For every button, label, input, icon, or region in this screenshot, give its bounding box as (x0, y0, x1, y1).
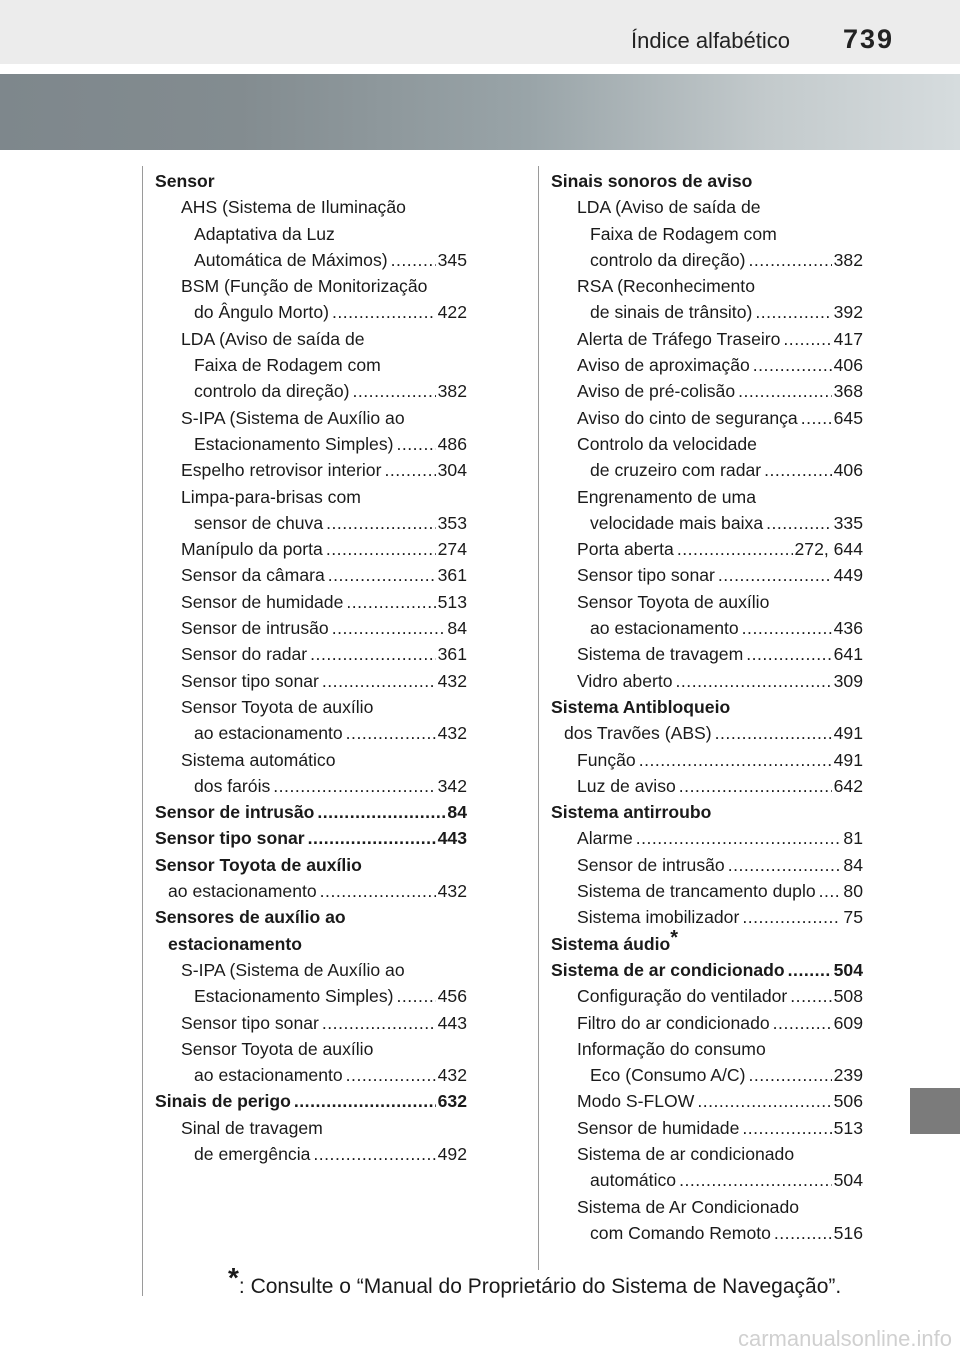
entry-page-ref: 432 (437, 881, 467, 902)
index-entry (551, 510, 863, 536)
dot-leader (774, 1220, 832, 1246)
index-entry (551, 983, 863, 1009)
header-strip (0, 0, 960, 64)
entry-term: Modo S-FLOW (577, 1091, 695, 1112)
index-entry (155, 825, 467, 851)
dot-leader (397, 431, 436, 457)
index-entry (551, 1115, 863, 1141)
entry-term: Aviso de pré-colisão (577, 381, 736, 402)
index-heading (155, 852, 467, 878)
dot-leader (308, 825, 436, 851)
line-text: Sistema de ar condicionado (577, 1143, 795, 1164)
entry-page-ref: 84 (447, 802, 467, 823)
entry-page-ref: 353 (437, 512, 467, 533)
index-heading (155, 168, 467, 194)
index-line (551, 273, 863, 299)
index-line (551, 221, 863, 247)
footnote-text: : Consulte o “Manual do Proprietário do Sistema de Navegação”. (238, 1275, 842, 1298)
dot-leader (819, 878, 842, 904)
dot-leader (676, 668, 832, 694)
entry-page-ref: 436 (833, 618, 863, 639)
entry-term: automático (590, 1170, 677, 1191)
line-text: LDA (Aviso de saída de (577, 197, 761, 218)
index-entry (155, 378, 467, 404)
index-line (551, 1036, 863, 1062)
dot-leader (746, 641, 831, 667)
dot-leader (332, 299, 436, 325)
index-entry (155, 1010, 467, 1036)
dot-leader (328, 562, 436, 588)
page-number: 739 (842, 24, 894, 54)
entry-page-ref: 486 (437, 433, 467, 454)
index-heading (155, 904, 467, 930)
dot-leader (749, 247, 832, 273)
dot-leader (753, 352, 832, 378)
index-line (155, 194, 467, 220)
index-entry (155, 720, 467, 746)
entry-page-ref: 432 (437, 670, 467, 691)
line-text: Sensor Toyota de auxílio (181, 696, 374, 717)
index-entry (155, 641, 467, 667)
index-entry (551, 668, 863, 694)
index-entry (155, 668, 467, 694)
index-entry (551, 957, 863, 983)
index-entry (551, 825, 863, 851)
entry-term: Sensor de intrusão (181, 618, 329, 639)
line-text: Sistema de Ar Condicionado (577, 1196, 800, 1217)
dot-leader (679, 773, 832, 799)
entry-term: Estacionamento Simples) (194, 986, 394, 1007)
entry-page-ref: 641 (833, 644, 863, 665)
index-entry (155, 1088, 467, 1114)
entry-page-ref: 516 (833, 1222, 863, 1243)
entry-page-ref: 492 (437, 1143, 467, 1164)
index-entry (155, 773, 467, 799)
line-text: Sistema antirroubo (551, 802, 712, 823)
dot-leader (326, 510, 436, 536)
entry-term: Sensor do radar (181, 644, 308, 665)
entry-term: Sinais de perigo (155, 1091, 291, 1112)
entry-page-ref: 272, 644 (794, 539, 863, 560)
entry-page-ref: 382 (437, 381, 467, 402)
index-entry (155, 536, 467, 562)
line-text: AHS (Sistema de Iluminação (181, 197, 406, 218)
dot-leader (384, 457, 435, 483)
entry-page-ref: 513 (833, 1117, 863, 1138)
index-entry (551, 720, 863, 746)
index-entry (551, 1088, 863, 1114)
entry-term: de emergência (194, 1143, 311, 1164)
entry-term: Alarme (577, 828, 633, 849)
index-entry (551, 326, 863, 352)
dot-leader (332, 615, 446, 641)
entry-term: Sensor tipo sonar (577, 565, 715, 586)
index-entry (551, 247, 863, 273)
line-text: BSM (Função de Monitorização (181, 276, 428, 297)
entry-page-ref: 642 (833, 775, 863, 796)
entry-term: Sistema de travagem (577, 644, 744, 665)
index-entry (551, 1062, 863, 1088)
index-column-left (155, 168, 467, 1167)
index-line (155, 1115, 467, 1141)
dot-leader (715, 720, 832, 746)
dot-leader (346, 1062, 436, 1088)
entry-term: Configuração do ventilador (577, 986, 788, 1007)
index-line (155, 747, 467, 773)
entry-page-ref: 632 (437, 1091, 467, 1112)
entry-page-ref: 432 (437, 723, 467, 744)
line-text: Informação do consumo (577, 1038, 766, 1059)
section-thumb-tab (910, 1088, 960, 1134)
entry-page-ref: 432 (437, 1065, 467, 1086)
index-entry (551, 1167, 863, 1193)
line-text: estacionamento (168, 933, 302, 954)
index-entry (551, 773, 863, 799)
entry-term: Manípulo da porta (181, 539, 323, 560)
entry-term: Sistema de trancamento duplo (577, 881, 816, 902)
entry-term: sensor de chuva (194, 512, 324, 533)
entry-page-ref: 335 (833, 512, 863, 533)
index-entry (551, 299, 863, 325)
dot-leader (748, 1062, 831, 1088)
entry-term: Luz de aviso (577, 775, 676, 796)
entry-page-ref: 382 (833, 249, 863, 270)
entry-page-ref: 449 (833, 565, 863, 586)
entry-term: Função (577, 749, 636, 770)
dot-leader (320, 878, 436, 904)
dot-leader (773, 1010, 832, 1036)
entry-page-ref: 345 (437, 249, 467, 270)
index-entry (551, 615, 863, 641)
entry-term: controlo da direção) (590, 249, 746, 270)
index-line (155, 484, 467, 510)
entry-term: de cruzeiro com radar (590, 460, 762, 481)
dot-leader (346, 589, 435, 615)
footnote-marker: * (228, 1262, 239, 1293)
entry-term: de sinais de trânsito) (590, 302, 753, 323)
index-line (551, 589, 863, 615)
entry-page-ref: 422 (437, 302, 467, 323)
entry-page-ref: 81 (843, 828, 863, 849)
index-entry (155, 615, 467, 641)
entry-term: Sensor tipo sonar (181, 670, 319, 691)
dot-leader (322, 668, 436, 694)
dot-leader (788, 957, 832, 983)
entry-page-ref: 443 (437, 1012, 467, 1033)
entry-page-ref: 80 (843, 881, 863, 902)
entry-page-ref: 406 (833, 355, 863, 376)
entry-page-ref: 309 (833, 670, 863, 691)
entry-page-ref: 361 (437, 565, 467, 586)
index-entry (551, 747, 863, 773)
dot-leader (294, 1088, 436, 1114)
entry-page-ref: 84 (447, 618, 467, 639)
index-heading (551, 926, 863, 957)
index-entry (155, 562, 467, 588)
dot-leader (738, 378, 832, 404)
index-entry (155, 247, 467, 273)
index-line (155, 694, 467, 720)
index-heading (551, 694, 863, 720)
entry-page-ref: 342 (437, 775, 467, 796)
dot-leader (766, 510, 832, 536)
index-line (155, 352, 467, 378)
dot-leader (322, 1010, 436, 1036)
dot-leader (346, 720, 436, 746)
entry-term: velocidade mais baixa (590, 512, 764, 533)
dot-leader (317, 799, 445, 825)
entry-page-ref: 274 (437, 539, 467, 560)
dot-leader (273, 773, 435, 799)
entry-page-ref: 443 (437, 828, 467, 849)
line-text: Limpa-para-brisas com (181, 486, 361, 507)
left-column-rule (142, 166, 143, 1296)
entry-page-ref: 239 (833, 1065, 863, 1086)
dot-leader (755, 299, 831, 325)
dot-leader (742, 615, 832, 641)
entry-term: Sistema de ar condicionado (551, 959, 785, 980)
index-entry (551, 878, 863, 904)
entry-term: controlo da direção) (194, 381, 350, 402)
entry-page-ref: 456 (437, 986, 467, 1007)
index-entry (551, 378, 863, 404)
entry-term: Aviso do cinto de segurança (577, 407, 798, 428)
entry-term: com Comando Remoto (590, 1222, 771, 1243)
dot-leader (326, 536, 436, 562)
section-banner (0, 74, 960, 150)
line-text: LDA (Aviso de saída de (181, 328, 365, 349)
index-entry (155, 1062, 467, 1088)
entry-term: Sensor tipo sonar (181, 1012, 319, 1033)
entry-term: Alerta de Tráfego Traseiro (577, 328, 781, 349)
index-entry (155, 510, 467, 536)
dot-leader (636, 825, 842, 851)
index-heading (551, 168, 863, 194)
line-text: Sistema Antibloqueio (551, 696, 731, 717)
line-text: Engrenamento de uma (577, 486, 756, 507)
index-entry (155, 431, 467, 457)
entry-page-ref: 84 (843, 854, 863, 875)
index-entry (551, 1220, 863, 1246)
line-text: Faixa de Rodagem com (194, 355, 381, 376)
entry-page-ref: 75 (843, 907, 863, 928)
entry-page-ref: 368 (833, 381, 863, 402)
dot-leader (313, 1141, 435, 1167)
index-entry (155, 299, 467, 325)
entry-term: Espelho retrovisor interior (181, 460, 382, 481)
entry-page-ref: 504 (833, 1170, 863, 1191)
entry-page-ref: 491 (833, 749, 863, 770)
footnote (228, 1262, 842, 1300)
index-line (551, 431, 863, 457)
index-line (155, 221, 467, 247)
line-text: Sensores de auxílio ao (155, 907, 346, 928)
index-line (155, 957, 467, 983)
dot-leader (391, 247, 436, 273)
entry-page-ref: 406 (833, 460, 863, 481)
entry-term: Automática de Máximos) (194, 249, 388, 270)
dot-leader (764, 457, 832, 483)
line-text: Sensor Toyota de auxílio (155, 854, 362, 875)
entry-term: Sensor de intrusão (577, 854, 725, 875)
index-entry (155, 983, 467, 1009)
entry-term: Sistema imobilizador (577, 907, 740, 928)
line-text: S-IPA (Sistema de Auxílio ao (181, 959, 405, 980)
entry-page-ref: 609 (833, 1012, 863, 1033)
index-entry (551, 536, 863, 562)
index-entry (551, 562, 863, 588)
index-line (155, 405, 467, 431)
index-line (155, 1036, 467, 1062)
index-line (551, 484, 863, 510)
index-heading (551, 799, 863, 825)
dot-leader (742, 1115, 831, 1141)
dot-leader (742, 904, 841, 930)
dot-leader (397, 983, 436, 1009)
dot-leader (801, 405, 832, 431)
dot-leader (783, 326, 831, 352)
entry-page-ref: 645 (833, 407, 863, 428)
dot-leader (728, 852, 842, 878)
entry-term: Estacionamento Simples) (194, 433, 394, 454)
page-title: Índice alfabético (631, 28, 790, 53)
entry-page-ref: 491 (833, 723, 863, 744)
index-entry (551, 405, 863, 431)
entry-page-ref: 361 (437, 644, 467, 665)
middle-column-rule (538, 166, 539, 1270)
entry-term: Eco (Consumo A/C) (590, 1065, 746, 1086)
entry-term: ao estacionamento (194, 723, 343, 744)
entry-page-ref: 506 (833, 1091, 863, 1112)
dot-leader (718, 562, 832, 588)
line-text: Sensor Toyota de auxílio (577, 591, 770, 612)
dot-leader (679, 1167, 832, 1193)
index-entry (155, 799, 467, 825)
line-text: Sinal de travagem (181, 1117, 323, 1138)
index-line (551, 1194, 863, 1220)
index-entry (551, 352, 863, 378)
entry-term: ao estacionamento (194, 1065, 343, 1086)
dot-leader (677, 536, 793, 562)
index-line (155, 931, 467, 957)
index-entry (155, 1141, 467, 1167)
dot-leader (353, 378, 436, 404)
index-entry (551, 457, 863, 483)
entry-term: Vidro aberto (577, 670, 673, 691)
entry-term: Sensor de intrusão (155, 802, 315, 823)
line-text: Controlo da velocidade (577, 433, 757, 454)
entry-page-ref: 392 (833, 302, 863, 323)
line-text: S-IPA (Sistema de Auxílio ao (181, 407, 405, 428)
index-entry (551, 641, 863, 667)
entry-page-ref: 417 (833, 328, 863, 349)
index-entry (155, 457, 467, 483)
line-text: Sensor (155, 171, 215, 191)
entry-term: Filtro do ar condicionado (577, 1012, 770, 1033)
entry-term: Porta aberta (577, 539, 674, 560)
entry-term: ao estacionamento (168, 881, 317, 902)
line-text: Sinais sonoros de aviso (551, 171, 753, 191)
index-entry (551, 852, 863, 878)
entry-page-ref: 508 (833, 986, 863, 1007)
line-text: Sistema automático (181, 749, 336, 770)
line-text: RSA (Reconhecimento (577, 276, 755, 297)
dot-leader (697, 1088, 831, 1114)
index-entry (155, 878, 467, 904)
entry-page-ref: 304 (437, 460, 467, 481)
entry-term: Sensor da câmara (181, 565, 325, 586)
index-entry (551, 1010, 863, 1036)
dot-leader (790, 983, 831, 1009)
entry-page-ref: 513 (437, 591, 467, 612)
dot-leader (639, 747, 832, 773)
watermark: carmanualsonline.info (737, 1326, 952, 1351)
entry-term: dos Travões (ABS) (564, 723, 712, 744)
entry-term: do Ângulo Morto) (194, 302, 329, 323)
line-text: Sistema áudio (551, 933, 671, 954)
index-entry (551, 904, 863, 930)
line-text: Sensor Toyota de auxílio (181, 1038, 374, 1059)
entry-term: ao estacionamento (590, 618, 739, 639)
entry-term: Aviso de aproximação (577, 355, 750, 376)
index-column-right (551, 168, 863, 1246)
line-text: Faixa de Rodagem com (590, 223, 777, 244)
entry-term: dos faróis (194, 775, 271, 796)
index-line (551, 1141, 863, 1167)
index-line (551, 194, 863, 220)
index-line (155, 273, 467, 299)
entry-term: Sensor de humidade (181, 591, 344, 612)
index-entry (155, 589, 467, 615)
entry-term: Sensor de humidade (577, 1117, 740, 1138)
footnote-ref: * (670, 926, 679, 949)
dot-leader (310, 641, 435, 667)
index-line (155, 326, 467, 352)
entry-page-ref: 504 (833, 959, 863, 980)
entry-term: Sensor tipo sonar (155, 828, 305, 849)
line-text: Adaptativa da Luz (194, 223, 335, 244)
